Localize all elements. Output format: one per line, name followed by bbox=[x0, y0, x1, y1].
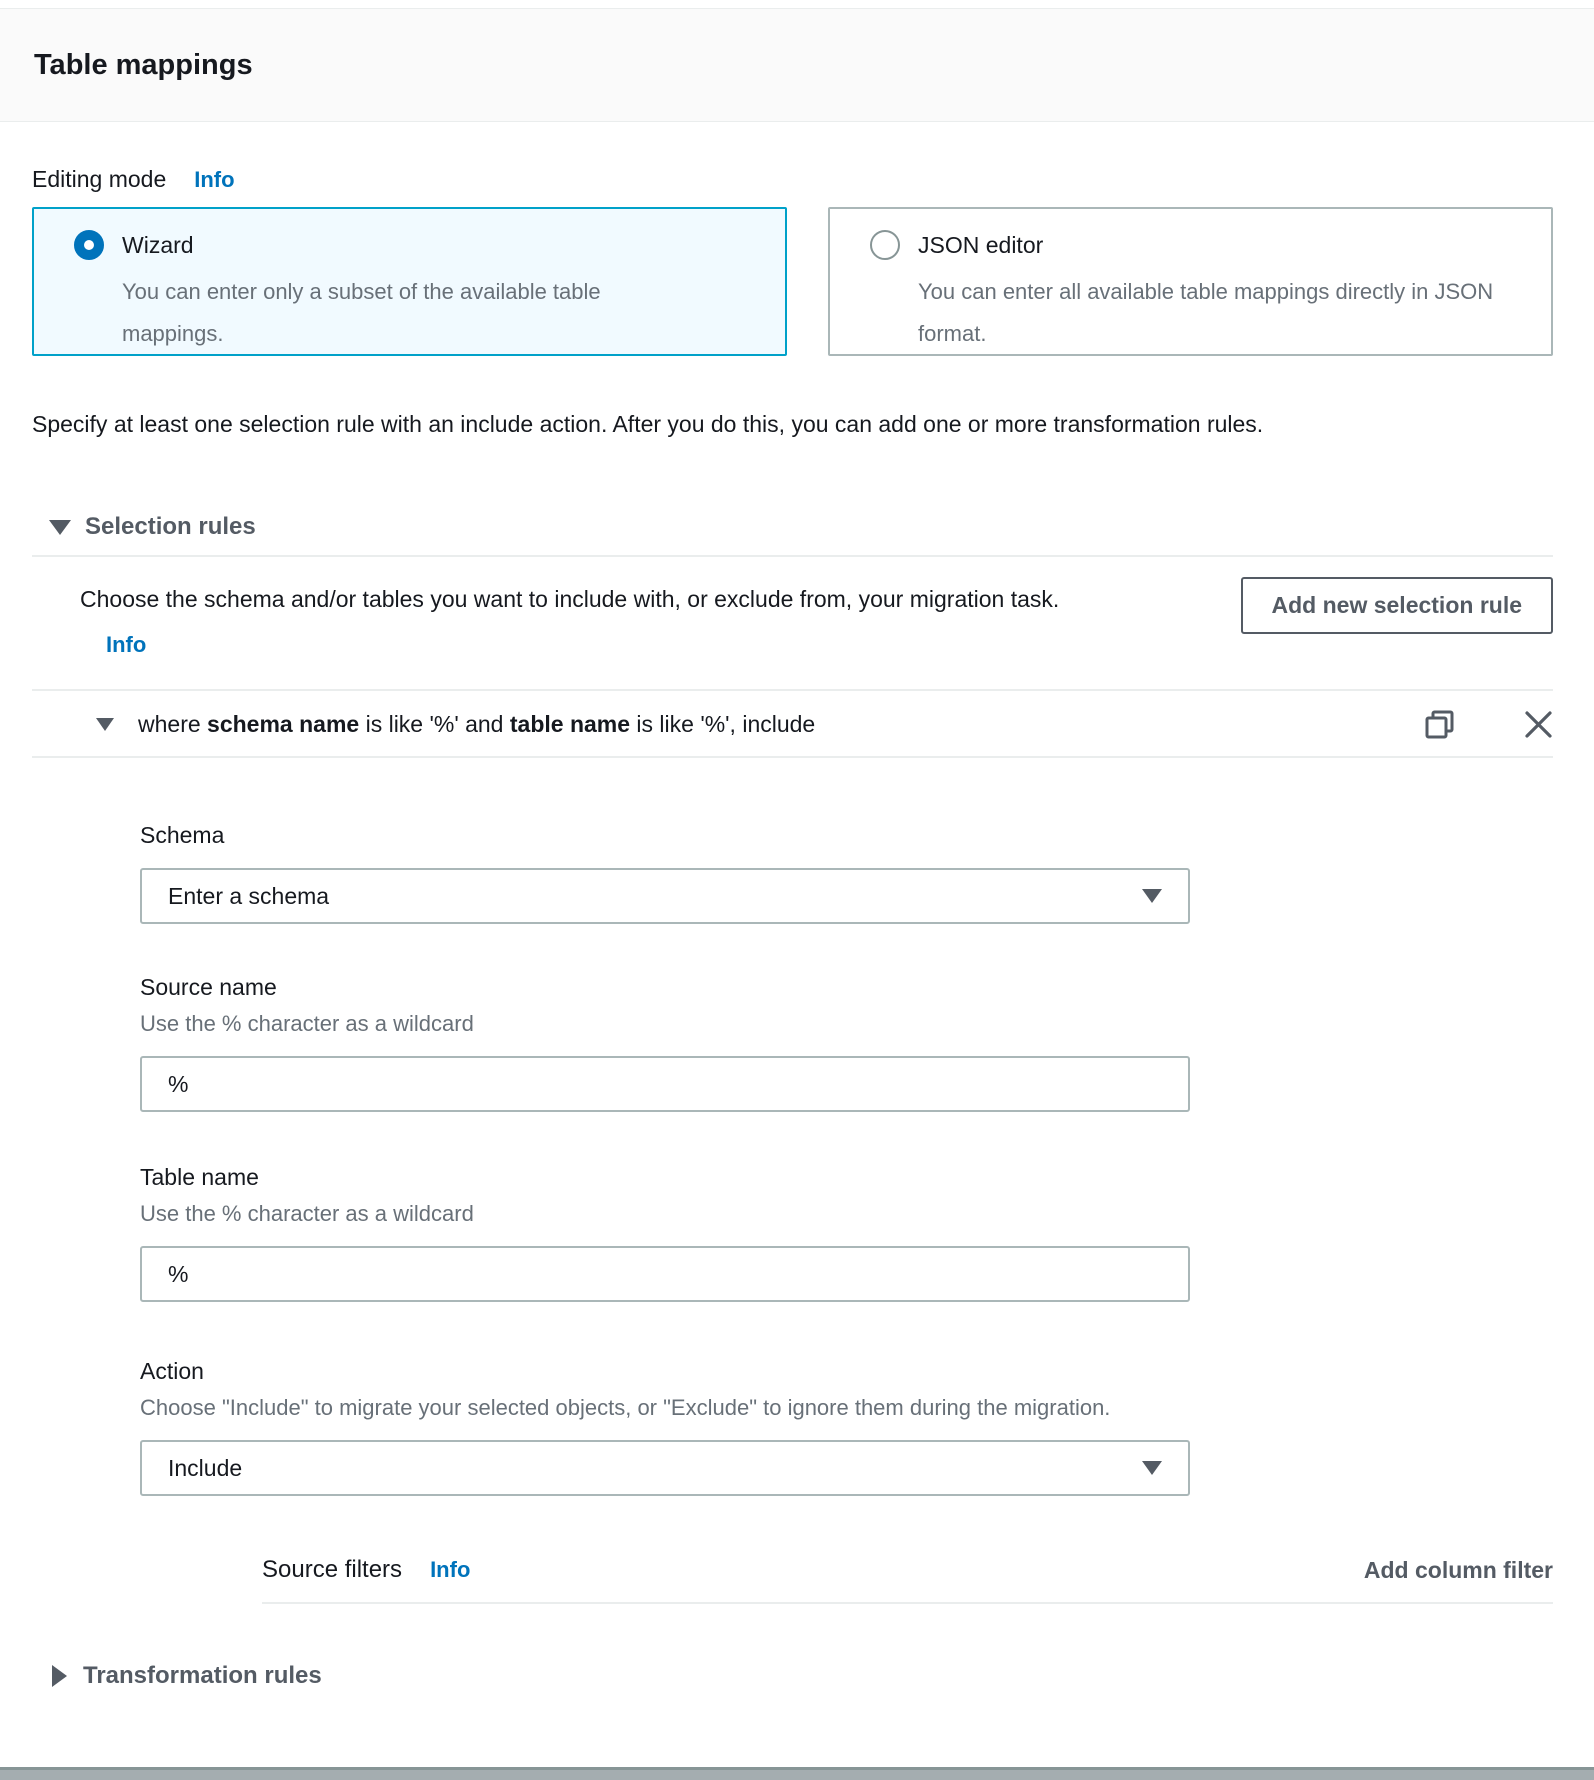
duplicate-rule-icon[interactable] bbox=[1424, 709, 1455, 740]
source-filters-info-link[interactable]: Info bbox=[430, 1557, 471, 1582]
wizard-mode-card[interactable] bbox=[32, 207, 787, 356]
editing-mode-row bbox=[32, 166, 1553, 193]
rule-caret-down-icon[interactable] bbox=[96, 718, 114, 731]
chevron-down-icon bbox=[1142, 1461, 1162, 1475]
rule-summary bbox=[138, 711, 815, 738]
divider bbox=[262, 1602, 1553, 1604]
table-name-label: Table name bbox=[140, 1164, 259, 1190]
json-editor-card-label: JSON editor bbox=[918, 232, 1044, 258]
rule-summary-prefix: where bbox=[138, 711, 208, 737]
schema-label: Schema bbox=[140, 822, 225, 848]
transformation-rules-heading: Transformation rules bbox=[83, 1662, 322, 1689]
divider bbox=[32, 689, 1553, 691]
selection-rules-expander[interactable] bbox=[32, 513, 1553, 541]
page-title: Table mappings bbox=[34, 48, 253, 81]
wizard-card-label: Wizard bbox=[122, 232, 194, 258]
wizard-radio-selected-icon[interactable] bbox=[74, 230, 104, 260]
caret-right-icon bbox=[52, 1665, 67, 1687]
json-editor-radio-icon[interactable] bbox=[870, 230, 900, 260]
action-label: Action bbox=[140, 1358, 204, 1384]
rule-summary-middle: is like '%' and bbox=[359, 711, 510, 737]
source-name-input[interactable] bbox=[140, 1056, 1190, 1112]
remove-rule-close-icon[interactable] bbox=[1524, 710, 1553, 739]
editing-mode-cards bbox=[32, 207, 1553, 356]
schema-select-value: Enter a schema bbox=[168, 882, 330, 909]
intro-text: Specify at least one selection rule with an include action. After you do this, you can add one or more transformation rules. bbox=[32, 411, 1264, 437]
editing-mode-info-link[interactable]: Info bbox=[194, 167, 235, 192]
add-column-filter-button[interactable]: Add column filter bbox=[1363, 1556, 1553, 1583]
bottom-scrollbar-track[interactable] bbox=[0, 1767, 1594, 1780]
selection-rules-info-link[interactable]: Info bbox=[106, 632, 147, 657]
selection-rules-description bbox=[80, 577, 1120, 667]
rule-summary-table-term: table name bbox=[509, 711, 631, 737]
transformation-rules-expander[interactable] bbox=[32, 1662, 1553, 1690]
selection-rules-heading: Selection rules bbox=[85, 513, 256, 540]
action-select-value: Include bbox=[168, 1454, 243, 1481]
top-strip bbox=[0, 0, 1594, 8]
main-content bbox=[0, 166, 1594, 1690]
source-filters-row bbox=[140, 1556, 1553, 1584]
editing-mode-label: Editing mode bbox=[32, 166, 167, 192]
caret-down-icon bbox=[49, 520, 71, 535]
schema-select[interactable] bbox=[140, 868, 1190, 924]
divider bbox=[32, 756, 1553, 758]
source-filters-label: Source filters bbox=[262, 1556, 403, 1583]
table-name-input[interactable] bbox=[140, 1246, 1190, 1302]
add-new-selection-rule-button[interactable]: Add new selection rule bbox=[1241, 577, 1554, 634]
selection-rule-header bbox=[32, 709, 1553, 740]
action-hint: Choose "Include" to migrate your selected objects, or "Exclude" to ignore them during the migration. bbox=[140, 1395, 1111, 1420]
selection-rules-toolbar bbox=[32, 577, 1553, 667]
source-name-label: Source name bbox=[140, 974, 277, 1000]
action-select[interactable] bbox=[140, 1440, 1190, 1496]
wizard-card-description: You can enter only a subset of the available table mappings. bbox=[122, 279, 601, 346]
json-editor-card-description: You can enter all available table mappings directly in JSON format. bbox=[918, 279, 1494, 346]
source-name-hint: Use the % character as a wildcard bbox=[140, 1011, 474, 1036]
selection-rule-form bbox=[32, 822, 1553, 1604]
json-editor-mode-card[interactable] bbox=[828, 207, 1553, 356]
rule-summary-suffix: is like '%', include bbox=[630, 711, 816, 737]
divider bbox=[32, 555, 1553, 557]
table-name-hint: Use the % character as a wildcard bbox=[140, 1201, 474, 1226]
section-title-bar bbox=[0, 8, 1594, 122]
selection-rules-description-text: Choose the schema and/or tables you want to include with, or exclude from, your migration task. bbox=[80, 586, 1060, 612]
chevron-down-icon bbox=[1142, 889, 1162, 903]
rule-summary-schema-term: schema name bbox=[207, 711, 360, 737]
